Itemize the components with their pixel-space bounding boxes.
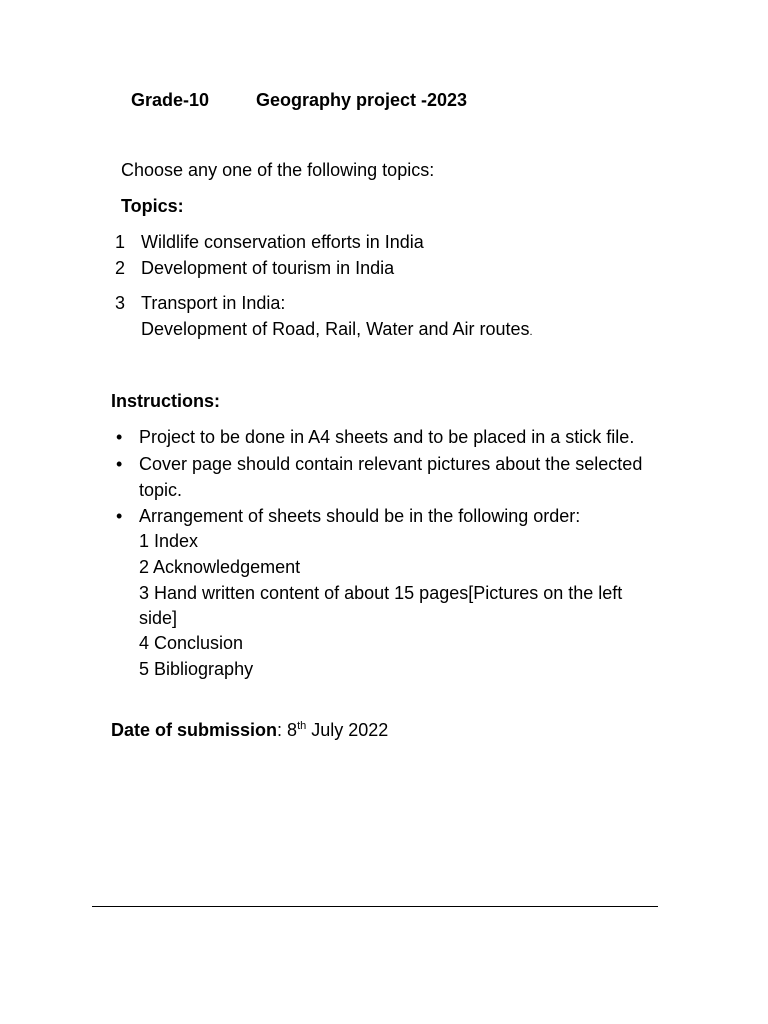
instruction-line: Project to be done in A4 sheets and to be placed in a stick file. [139, 427, 635, 447]
intro-text: Choose any one of the following topics: [121, 160, 435, 180]
footer-divider [92, 906, 658, 907]
order-item: 5 Bibliography [139, 659, 254, 679]
order-item: 4 Conclusion [139, 633, 244, 653]
submission-date [111, 719, 388, 741]
topic-number: 3 [115, 293, 126, 313]
instructions-heading: Instructions: [111, 391, 221, 411]
topic-subtext-body: Development of Road, Rail, Water and Air routes [141, 319, 530, 339]
topic-item: Development of tourism in India [141, 258, 395, 278]
instruction-line: Cover page should contain relevant pictures about the selected [139, 454, 643, 474]
bullet-icon: • [116, 506, 123, 526]
topics-heading: Topics: [121, 196, 184, 216]
order-item: side] [139, 608, 178, 628]
instruction-line: Arrangement of sheets should be in the following order: [139, 506, 581, 526]
instruction-line: topic. [139, 480, 183, 500]
topic-item: Transport in India: [141, 293, 286, 313]
submission-colon: : [277, 720, 288, 740]
submission-label: Date of submission [111, 720, 278, 740]
topic-subtext-period: . [529, 326, 533, 338]
order-item: 2 Acknowledgement [139, 557, 301, 577]
project-title: Geography project -2023 [256, 90, 468, 110]
bullet-icon: • [116, 454, 123, 474]
bullet-icon: • [116, 427, 123, 447]
topic-subtext [141, 318, 533, 343]
topic-item: Wildlife conservation efforts in India [141, 232, 424, 252]
submission-day: 8 [287, 720, 298, 740]
topic-number: 2 [115, 258, 126, 278]
submission-month-year: July 2022 [306, 720, 389, 740]
order-item: 1 Index [139, 531, 199, 551]
order-item: 3 Hand written content of about 15 pages[Pictures on the left [139, 583, 623, 603]
topic-number: 1 [115, 232, 126, 252]
submission-day-suffix: th [297, 720, 307, 732]
grade-label: Grade-10 [131, 90, 210, 110]
